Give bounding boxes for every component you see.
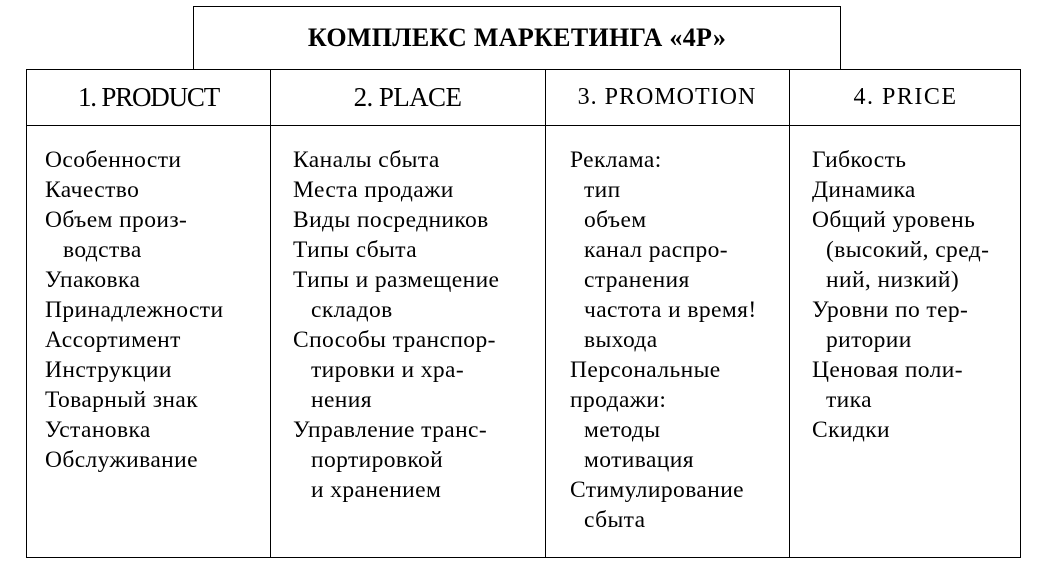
list-item: Принадлежности (45, 297, 224, 323)
list-item: Инструкции (45, 357, 172, 383)
list-item: частота и время! (584, 297, 757, 323)
list-item: Стимулирование (570, 477, 745, 503)
list-item: Товарный знак (45, 387, 199, 413)
list-item: канал распро- (584, 237, 729, 263)
list-item: Скидки (812, 417, 891, 443)
list-item: Динамика (812, 177, 916, 203)
list-item: Гибкость (812, 147, 907, 173)
list-item: Типы и размещение (293, 267, 500, 293)
product-list (45, 145, 223, 475)
list-item: Типы сбыта (293, 237, 418, 263)
list-item: Обслуживание (45, 447, 198, 473)
list-item: и хранением (311, 477, 442, 503)
list-item: Установка (45, 417, 151, 443)
list-item: Реклама: (570, 147, 662, 173)
header-place: 2. PLACE (353, 82, 462, 112)
list-item: складов (311, 297, 393, 323)
list-item: Каналы сбыта (293, 147, 440, 173)
price-list (812, 145, 989, 445)
list-item: Уровни по тер- (812, 297, 969, 323)
table-title: КОМПЛЕКС МАРКЕТИНГА «4Р» (307, 23, 727, 52)
list-item: мотивация (584, 447, 694, 473)
list-item: сбыта (584, 507, 646, 533)
header-price: 4. PRICE (853, 84, 958, 110)
header-promotion: 3. PROMOTION (577, 84, 757, 110)
column-divider (270, 70, 271, 557)
list-item: методы (584, 417, 661, 443)
list-item: Общий уровень (812, 207, 976, 233)
list-item: Ценовая поли- (812, 357, 963, 383)
list-item: Объем произ- (45, 207, 188, 233)
list-item: (высокий, сред- (826, 237, 990, 263)
list-item: Управление транс- (293, 417, 488, 443)
list-item: ритории (826, 327, 912, 353)
list-item: тип (584, 177, 621, 203)
list-item: нения (311, 387, 372, 413)
list-item: Упаковка (45, 267, 141, 293)
list-item: Способы транспор- (293, 327, 496, 353)
header-product: 1. PRODUCT (77, 82, 220, 112)
title-box (193, 6, 841, 69)
promotion-list (570, 145, 757, 535)
list-item: водства (63, 237, 142, 263)
list-item: Качество (45, 177, 140, 203)
list-item: объем (584, 207, 647, 233)
list-item: тировки и хра- (311, 357, 465, 383)
list-item: продажи: (570, 387, 667, 413)
list-item: Особенности (45, 147, 182, 173)
list-item: Персональные (570, 357, 721, 383)
list-item: портировкой (311, 447, 444, 473)
header-divider (27, 125, 1020, 126)
list-item: ний, низкий) (826, 267, 960, 293)
list-item: Ассортимент (45, 327, 181, 353)
column-divider (545, 70, 546, 557)
list-item: Места продажи (293, 177, 454, 203)
list-item: странения (584, 267, 690, 293)
list-item: выхода (584, 327, 658, 353)
place-list (293, 145, 499, 505)
marketing-mix-table (26, 69, 1021, 558)
list-item: Виды посредников (293, 207, 489, 233)
column-divider (789, 70, 790, 557)
list-item: тика (826, 387, 872, 413)
